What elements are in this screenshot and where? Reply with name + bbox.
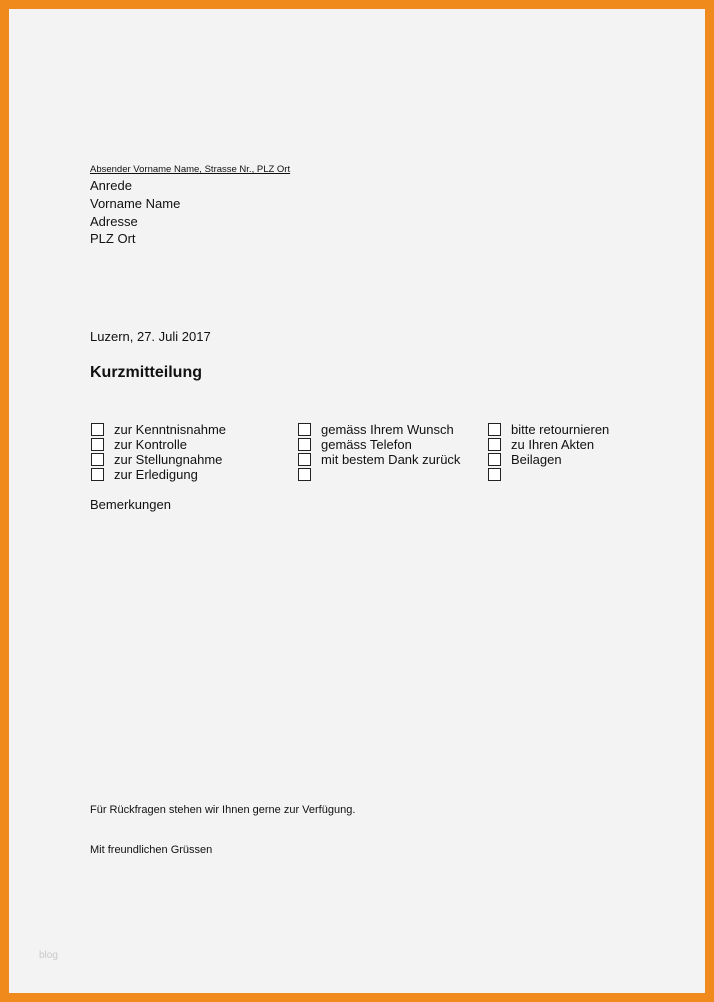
- closing-greeting: Mit freundlichen Grüssen: [90, 844, 213, 856]
- checkbox-box[interactable]: [488, 453, 501, 466]
- recipient-address: Adresse: [90, 214, 138, 229]
- checkbox-label: gemäss Ihrem Wunsch: [321, 422, 454, 437]
- checkbox-label: zur Kenntnisnahme: [114, 422, 227, 437]
- sender-line: Absender Vorname Name, Strasse Nr., PLZ Ort: [90, 164, 291, 175]
- checkbox-box[interactable]: [298, 453, 311, 466]
- document-title: Kurzmitteilung: [90, 364, 202, 381]
- checkbox-ihrem-wunsch[interactable]: [298, 422, 454, 437]
- checkbox-box[interactable]: [91, 453, 104, 466]
- checkbox-label: bitte retournieren: [511, 422, 610, 437]
- remarks-label: Bemerkungen: [90, 497, 171, 512]
- checkbox-label: zur Erledigung: [114, 467, 198, 482]
- checkbox-akten[interactable]: [488, 437, 594, 452]
- checkbox-box[interactable]: [91, 423, 104, 436]
- checkbox-box[interactable]: [298, 468, 311, 481]
- checkbox-beilagen[interactable]: [488, 452, 562, 467]
- checkbox-box[interactable]: [298, 438, 311, 451]
- checkbox-empty-col2[interactable]: [298, 467, 321, 482]
- checkbox-kontrolle[interactable]: [91, 437, 187, 452]
- recipient-name: Vorname Name: [90, 196, 181, 211]
- checkbox-box[interactable]: [298, 423, 311, 436]
- checkbox-box[interactable]: [488, 468, 501, 481]
- letter-page: [9, 9, 705, 993]
- recipient-salutation: Anrede: [90, 178, 132, 193]
- closing-questions: Für Rückfragen stehen wir Ihnen gerne zur Verfügung.: [90, 804, 356, 816]
- checkbox-label: zu Ihren Akten: [511, 437, 595, 452]
- checkbox-erledigung[interactable]: [91, 467, 198, 482]
- watermark: blog: [39, 950, 58, 961]
- checkbox-retournieren[interactable]: [488, 422, 609, 437]
- checkbox-label: Beilagen: [511, 452, 562, 467]
- checkbox-label: gemäss Telefon: [321, 437, 412, 452]
- checkbox-box[interactable]: [91, 438, 104, 451]
- checkbox-label: zur Stellungnahme: [114, 452, 223, 467]
- checkbox-dank-zurueck[interactable]: [298, 452, 460, 467]
- checkbox-box[interactable]: [488, 423, 501, 436]
- date-line: Luzern, 27. Juli 2017: [90, 329, 211, 344]
- checkbox-empty-col3[interactable]: [488, 467, 511, 482]
- checkbox-label: mit bestem Dank zurück: [321, 452, 461, 467]
- checkbox-telefon[interactable]: [298, 437, 412, 452]
- recipient-city: PLZ Ort: [90, 231, 136, 246]
- checkbox-label: zur Kontrolle: [114, 437, 187, 452]
- checkbox-box[interactable]: [488, 438, 501, 451]
- checkbox-stellungnahme[interactable]: [91, 452, 222, 467]
- checkbox-kenntnisnahme[interactable]: [91, 422, 226, 437]
- checkbox-box[interactable]: [91, 468, 104, 481]
